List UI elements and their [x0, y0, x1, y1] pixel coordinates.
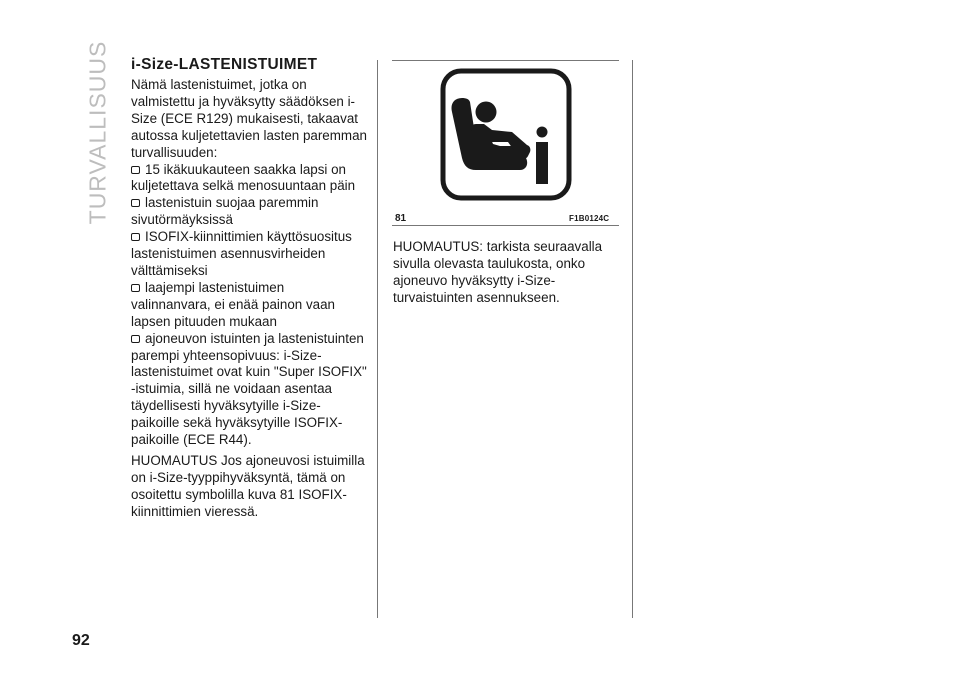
column-divider	[377, 60, 378, 618]
bullet-item	[131, 229, 367, 280]
bullet-text: 15 ikäkuukauteen saakka lapsi on kuljetettava selkä menosuuntaan päin	[131, 161, 356, 194]
bullet-item	[131, 331, 367, 449]
bullet-text: ISOFIX-kiinnittimien käyttösuositus lastenistuimen asennusvirheiden välttämiseksi	[131, 229, 352, 278]
intro-paragraph: Nämä lastenistuimet, jotka on valmistettu ja hyväksytty säädöksen i-Size (ECE R129) mukaisesti, takaavat autossa kuljetettavien lasten paremman turvallisuuden:	[131, 77, 367, 160]
checkbox-bullet-icon	[131, 199, 140, 207]
checkbox-bullet-icon	[131, 233, 140, 241]
figure	[392, 60, 619, 225]
column-divider	[632, 60, 633, 618]
figure-bottom-rule	[392, 225, 619, 226]
checkbox-bullet-icon	[131, 335, 140, 343]
checkbox-bullet-icon	[131, 284, 140, 292]
note-paragraph: HUOMAUTUS Jos ajoneuvosi istuimilla on i-Size-tyyppihyväksyntä, tämä on osoitettu symbolilla kuva 81 ISOFIX-kiinnittimien vieressä.	[131, 452, 365, 519]
bullet-text: ajoneuvon istuinten ja lastenistuinten parempi yhteensopivuus: i-Size-lastenistuimet ovat kuin "Super ISOFIX" -istuimia, sillä ne voidaan asentaa täydellisesti hyväksytyille i-Size-paikoille sekä hyväksytyille ISOFIX-paikoille (ECE R44).	[131, 330, 367, 448]
bullet-item	[131, 195, 367, 229]
bullet-item	[131, 162, 367, 196]
text-column-left	[131, 55, 367, 521]
side-section-title	[83, 40, 113, 225]
child-seat-isize-icon	[392, 60, 619, 225]
bullet-text: laajempi lastenistuimen valinnanvara, ei enää painon vaan lapsen pituuden mukaan	[131, 279, 335, 329]
side-section-title-text: TURVALLISUUS	[84, 40, 111, 225]
figure-number: 81	[395, 213, 407, 224]
bullet-item	[131, 280, 367, 331]
figure-note-paragraph: HUOMAUTUS: tarkista seuraavalla sivulla olevasta taulukosta, onko ajoneuvo hyväksytty i-Size-turvaistuinten asennukseen.	[393, 239, 603, 305]
text-column-middle	[393, 239, 623, 307]
bullet-text: lastenistuin suojaa paremmin sivutörmäyksissä	[131, 195, 319, 228]
page-number: 92	[72, 632, 90, 649]
figure-code: F1B0124C	[569, 214, 610, 223]
section-heading: i-Size-LASTENISTUIMET	[131, 56, 318, 73]
checkbox-bullet-icon	[131, 166, 140, 174]
